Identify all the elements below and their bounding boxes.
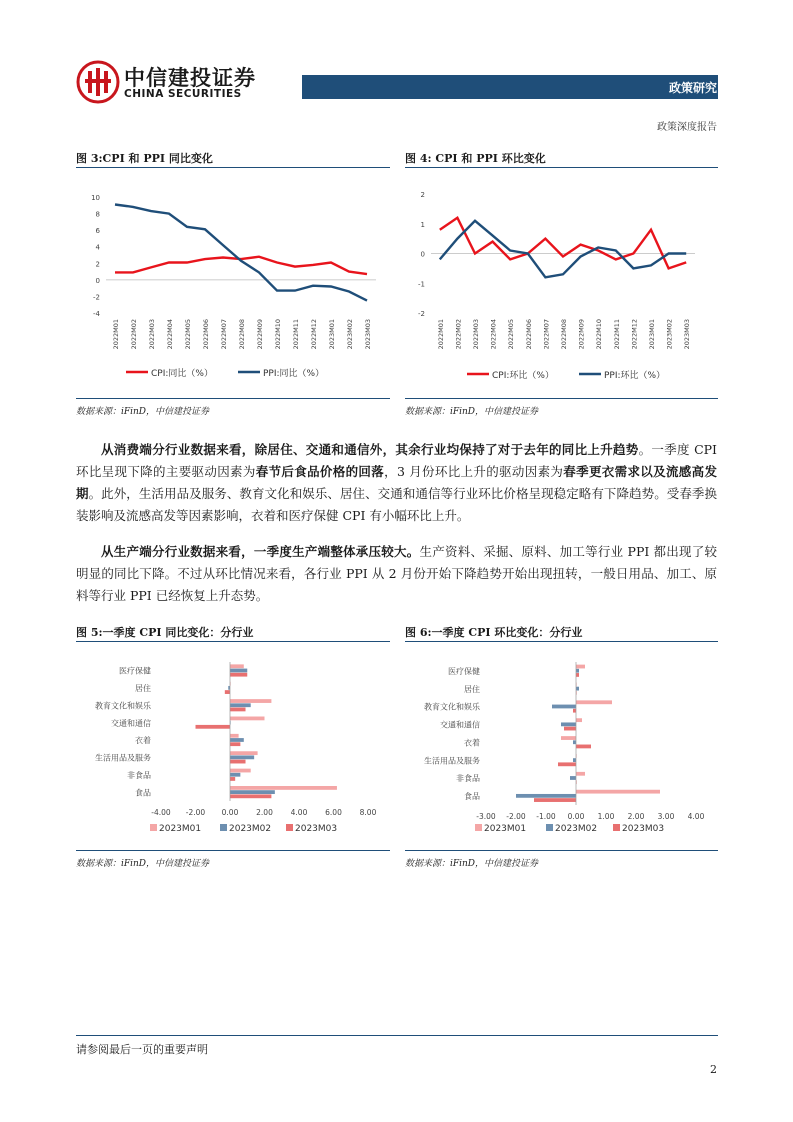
y-tick-label: 4 <box>95 243 100 252</box>
legend-swatch-0 <box>150 824 157 831</box>
x-tick-label: -2.00 <box>506 812 526 821</box>
category-label: 非食品 <box>127 770 151 780</box>
y-tick-label: 6 <box>95 227 100 236</box>
bar-2023M01 <box>230 664 244 668</box>
category-label: 医疗保健 <box>119 666 151 676</box>
figure-3-rule <box>76 167 390 168</box>
x-tick-label: 2022M06 <box>202 319 210 350</box>
x-tick-label: 2.00 <box>627 812 645 821</box>
legend-label-1: 2023M02 <box>229 824 272 834</box>
bar-2023M02 <box>576 687 579 691</box>
brand-name-cn: 中信建投证券 <box>124 66 256 90</box>
figure-6-bottom-rule <box>405 850 718 851</box>
brand-logo <box>76 60 120 108</box>
x-tick-label: -1.00 <box>536 812 556 821</box>
x-tick-label: 2022M02 <box>454 319 463 350</box>
bar-2023M02 <box>573 758 576 762</box>
legend-swatch-0 <box>475 824 482 831</box>
legend-label-0: CPI:环比（%） <box>492 371 554 381</box>
bar-2023M03 <box>534 798 576 802</box>
cpi-yoy-by-sector-chart <box>76 646 390 846</box>
figure-4-source: 数据来源：iFinD，中信建投证券 <box>405 407 539 417</box>
category-label: 交通和通信 <box>111 718 151 728</box>
figure-4-bottom-rule <box>405 398 718 399</box>
legend-label-2: 2023M03 <box>622 824 665 834</box>
series-line-0 <box>440 218 686 269</box>
x-tick-label: 1.00 <box>597 812 615 821</box>
y-tick-label: 0 <box>420 250 425 259</box>
y-tick-label: 2 <box>95 260 100 269</box>
bar-2023M01 <box>230 717 265 721</box>
x-tick-label: 2022M05 <box>184 319 192 350</box>
category-label: 衣着 <box>464 738 480 748</box>
cpi-ppi-yoy-chart <box>76 170 390 392</box>
bar-2023M02 <box>561 722 576 726</box>
legend-swatch-1 <box>220 824 227 831</box>
bar-2023M01 <box>230 751 258 755</box>
y-tick-label: -1 <box>418 280 425 289</box>
brand-name-en: CHINA SECURITIES <box>124 88 242 100</box>
category-label: 医疗保健 <box>448 666 480 676</box>
bar-2023M02 <box>230 669 247 673</box>
x-tick-label: 2022M12 <box>310 319 318 350</box>
bar-2023M01 <box>230 734 239 738</box>
y-tick-label: 2 <box>420 191 425 199</box>
cpi-mom-by-sector-chart <box>405 646 718 846</box>
category-label: 教育文化和娱乐 <box>424 702 480 712</box>
bar-2023M01 <box>561 736 576 740</box>
x-tick-label: 3.00 <box>657 812 675 821</box>
y-tick-label: 0 <box>95 276 100 285</box>
y-tick-label: 1 <box>420 220 425 229</box>
x-tick-label: 2022M10 <box>274 319 282 350</box>
bar-2023M01 <box>230 786 337 790</box>
figure-5-bottom-rule <box>76 850 390 851</box>
x-tick-label: 2022M09 <box>577 319 586 350</box>
legend-swatch-1 <box>546 824 553 831</box>
bar-2023M02 <box>230 755 254 759</box>
bar-2023M03 <box>230 673 247 677</box>
x-tick-label: 2022M04 <box>166 319 174 350</box>
figure-6-rule <box>405 641 718 642</box>
x-tick-label: 2022M06 <box>524 319 533 350</box>
p1-text-1: 。一季度 CPI 环比呈现下降的主要驱动因素为 <box>76 442 717 479</box>
x-tick-label: -4.00 <box>151 808 171 817</box>
x-tick-label: 2022M11 <box>292 319 300 350</box>
legend-label-1: 2023M02 <box>555 824 598 834</box>
bar-2023M01 <box>230 699 271 703</box>
figure-3-source: 数据来源：iFinD，中信建投证券 <box>76 407 210 417</box>
x-tick-label: 0.00 <box>221 808 239 817</box>
x-tick-label: 2022M02 <box>130 319 138 350</box>
x-tick-label: 2022M04 <box>489 319 498 350</box>
category-label: 衣着 <box>135 736 151 746</box>
p1-bold-3: 春季更衣需求以及流感高发期 <box>76 464 717 501</box>
bar-2023M01 <box>576 790 660 794</box>
bar-2023M01 <box>576 665 585 669</box>
x-tick-label: 2022M08 <box>238 319 246 350</box>
x-tick-label: 2022M10 <box>595 319 604 350</box>
figure-4-title: 图 4: CPI 和 PPI 环比变化 <box>405 152 546 165</box>
x-tick-label: 2022M05 <box>507 319 516 350</box>
brand-emblem-icon <box>76 60 120 104</box>
bar-2023M03 <box>573 709 576 713</box>
y-tick-label: -4 <box>93 310 100 318</box>
x-tick-label: -3.00 <box>476 812 496 821</box>
figure-4-rule <box>405 167 718 168</box>
bar-2023M03 <box>230 708 246 712</box>
p2-bold-1: 从生产端分行业数据来看，一季度生产端整体承压较大。 <box>101 544 420 559</box>
legend-swatch-2 <box>613 824 620 831</box>
legend-label-0: 2023M01 <box>159 824 202 834</box>
header-bar <box>302 75 718 99</box>
bar-2023M02 <box>570 776 576 780</box>
x-tick-label: 6.00 <box>325 808 342 817</box>
x-tick-label: 2022M12 <box>630 319 639 350</box>
x-tick-label: 2022M09 <box>256 319 264 350</box>
bar-2023M03 <box>230 760 246 764</box>
page-number: 2 <box>710 1063 717 1076</box>
bar-2023M01 <box>576 700 612 704</box>
p1-bold-2: 春节后食品价格的回落 <box>255 464 385 479</box>
x-tick-label: 4.00 <box>687 812 705 821</box>
category-label: 非食品 <box>456 774 480 784</box>
paragraph-producer <box>76 541 717 607</box>
p2-text-1: 生产资料、采掘、原料、加工等行业 PPI 都出现了较明显的同比下降。不过从环比情况来看，各行业 PPI 从 2 月份开始下降趋势开始出现扭转，一般日用品、加工、原料等行业 PPI 已经恢复上升态势。 <box>76 544 717 603</box>
x-tick-label: 2022M07 <box>220 319 228 350</box>
x-tick-label: 2022M01 <box>112 319 120 350</box>
bar-2023M03 <box>230 777 235 781</box>
y-tick-label: 8 <box>95 210 100 219</box>
figure-6-source: 数据来源：iFinD，中信建投证券 <box>405 859 539 869</box>
x-tick-label: 4.00 <box>290 808 308 817</box>
bar-2023M03 <box>564 727 576 731</box>
figure-5-rule <box>76 641 390 642</box>
x-tick-label: 2022M07 <box>542 319 551 350</box>
x-tick-label: 2023M03 <box>683 319 692 350</box>
bar-2023M02 <box>230 703 251 707</box>
category-label: 交通和通信 <box>440 720 480 730</box>
category-label: 教育文化和娱乐 <box>95 701 151 711</box>
bar-2023M02 <box>230 773 240 777</box>
bar-2023M02 <box>230 738 244 742</box>
category-label: 居住 <box>135 684 151 694</box>
x-tick-label: 2022M03 <box>148 319 156 350</box>
legend-label-1: PPI:同比（%） <box>263 369 325 379</box>
cpi-ppi-mom-chart <box>405 170 718 392</box>
legend-label-0: 2023M01 <box>484 824 527 834</box>
x-tick-label: 0.00 <box>567 812 585 821</box>
x-tick-label: 2.00 <box>256 808 273 817</box>
bar-2023M02 <box>576 669 579 673</box>
x-tick-label: 2023M02 <box>665 319 674 350</box>
category-label: 食品 <box>135 788 151 798</box>
figure-3-title: 图 3:CPI 和 PPI 同比变化 <box>76 152 213 165</box>
category-label: 生活用品及服务 <box>424 756 480 766</box>
category-label: 居住 <box>464 684 480 694</box>
series-line-1 <box>440 221 686 277</box>
p1-text-2: ，3 月份环比上升的驱动因素为 <box>384 464 564 479</box>
legend-label-1: PPI:环比（%） <box>604 371 666 381</box>
footer-notice: 请参阅最后一页的重要声明 <box>76 1043 208 1056</box>
footer-rule <box>76 1035 718 1036</box>
x-tick-label: 2023M02 <box>346 319 354 350</box>
bar-2023M01 <box>576 718 582 722</box>
paragraph-consumer <box>76 439 717 527</box>
figure-5-title: 图 5:一季度 CPI 同比变化：分行业 <box>76 626 254 639</box>
y-tick-label: -2 <box>93 293 100 302</box>
y-tick-label: -2 <box>418 310 425 318</box>
series-line-1 <box>115 205 367 301</box>
p1-bold-1: 从消费端分行业数据来看，除居住、交通和通信外，其余行业均保持了对于去年的同比上升趋势 <box>101 442 639 457</box>
report-type: 政策深度报告 <box>657 122 717 133</box>
p1-text-3: 。此外，生活用品及服务、教育文化和娱乐、居住、交通和通信等行业环比价格呈现稳定略有下降趋势。受春季换装影响及流感高发等因素影响，衣着和医疗保健 CPI 有小幅环比上升。 <box>76 486 717 523</box>
figure-5-source: 数据来源：iFinD，中信建投证券 <box>76 859 210 869</box>
category-label: 生活用品及服务 <box>95 753 151 763</box>
bar-2023M03 <box>576 745 591 749</box>
x-tick-label: 2023M01 <box>328 319 336 350</box>
bar-2023M01 <box>576 772 585 776</box>
x-tick-label: 2022M08 <box>560 319 568 350</box>
bar-2023M02 <box>552 705 576 709</box>
section-label: 政策研究 <box>668 81 717 95</box>
bar-2023M02 <box>230 790 275 794</box>
bar-2023M02 <box>516 794 576 798</box>
legend-label-2: 2023M03 <box>295 824 338 834</box>
figure-3-bottom-rule <box>76 398 390 399</box>
bar-2023M03 <box>230 794 271 798</box>
category-label: 食品 <box>464 792 480 802</box>
x-tick-label: 8.00 <box>359 808 377 817</box>
x-tick-label: 2022M11 <box>612 319 621 350</box>
x-tick-label: -2.00 <box>185 808 206 817</box>
bar-2023M03 <box>558 762 576 766</box>
figure-6-title: 图 6:一季度 CPI 环比变化：分行业 <box>405 626 583 639</box>
y-tick-label: 10 <box>91 194 100 202</box>
bar-2023M03 <box>576 673 579 677</box>
x-tick-label: 2022M01 <box>436 319 445 350</box>
legend-swatch-2 <box>286 824 293 831</box>
legend-label-0: CPI:同比（%） <box>151 369 213 379</box>
bar-2023M03 <box>230 742 240 746</box>
x-tick-label: 2022M03 <box>472 319 480 350</box>
bar-2023M01 <box>230 769 251 773</box>
x-tick-label: 2023M01 <box>648 319 656 350</box>
bar-2023M03 <box>225 690 230 694</box>
bar-2023M02 <box>573 740 576 744</box>
x-tick-label: 2023M03 <box>364 319 372 350</box>
bar-2023M03 <box>196 725 231 729</box>
